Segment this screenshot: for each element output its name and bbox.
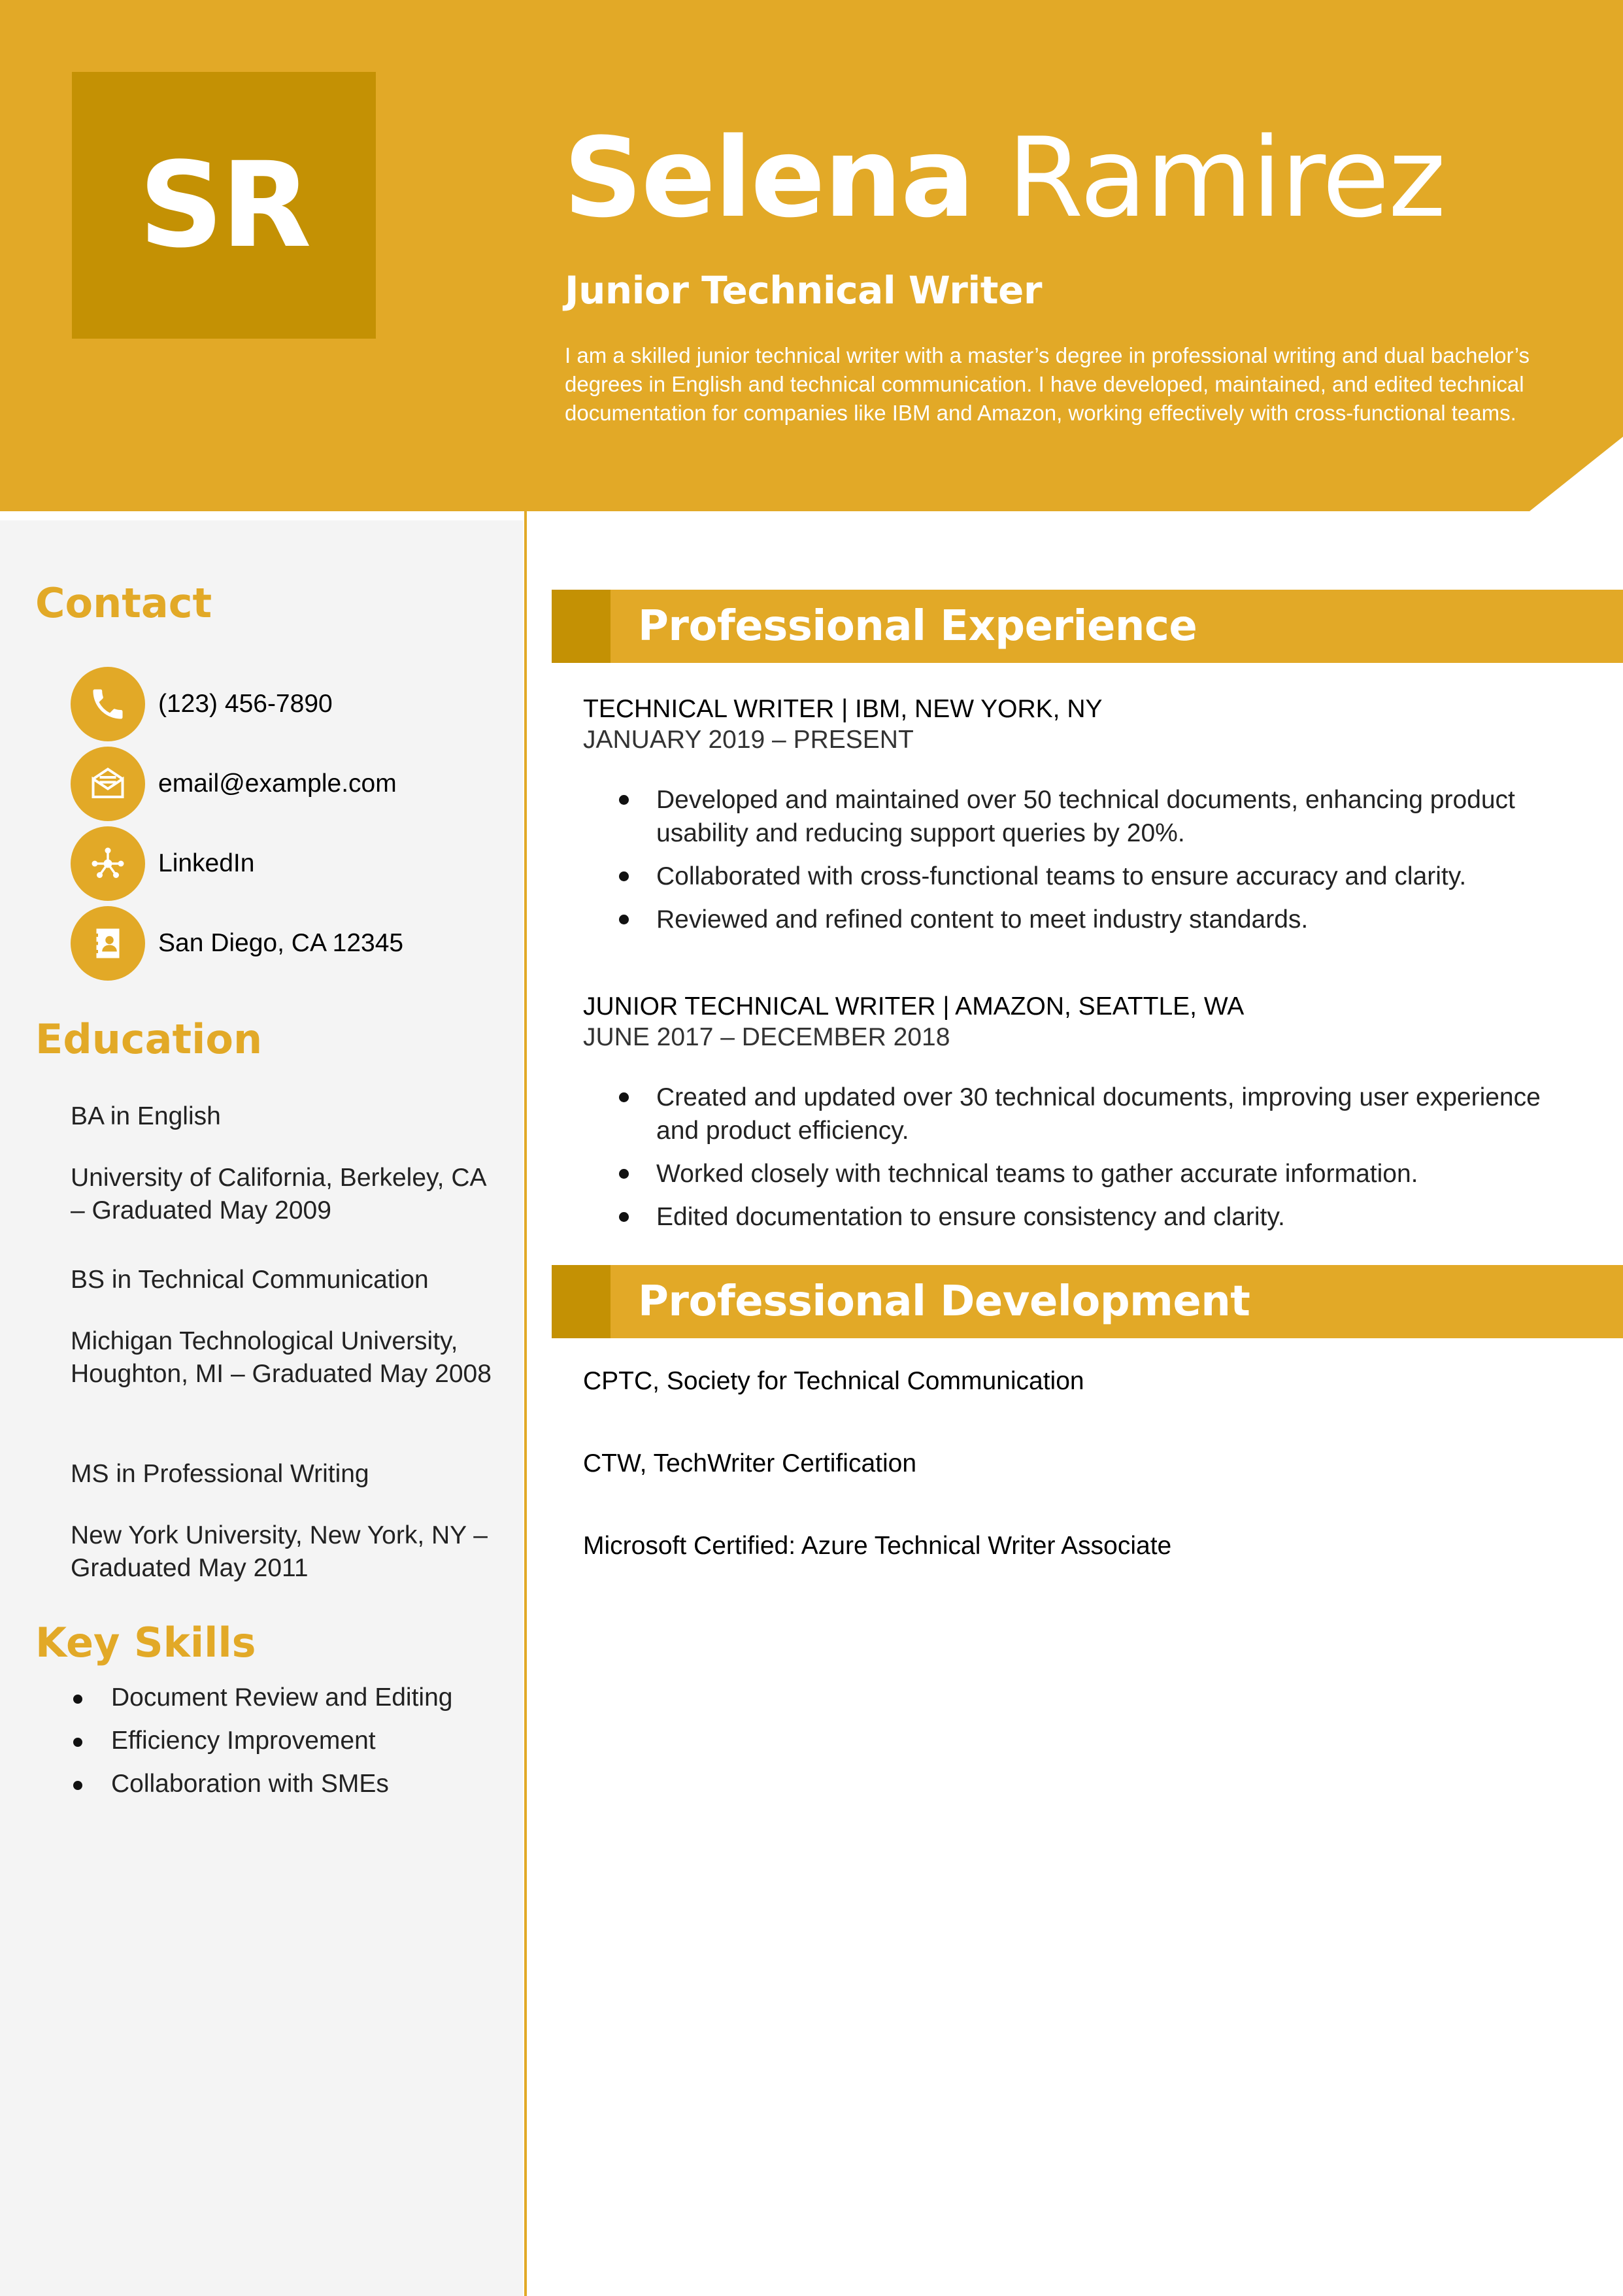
job-bullet: Developed and maintained over 50 technical documents, enhancing product usability and reducing support queries by 20%. bbox=[583, 783, 1577, 850]
skill-item: Efficiency Improvement bbox=[71, 1725, 452, 1768]
job-dates: JUNE 2017 – DECEMBER 2018 bbox=[583, 1023, 950, 1051]
education-school: Michigan Technological University, Houghton, MI – Graduated May 2008 bbox=[71, 1327, 492, 1388]
development-heading: Professional Development bbox=[638, 1277, 1250, 1326]
email-text: email@example.com bbox=[158, 769, 397, 798]
contact-phone[interactable] bbox=[71, 667, 333, 741]
job-bullet: Worked closely with technical teams to gather accurate information. bbox=[583, 1157, 1577, 1190]
education-school: University of California, Berkeley, CA – Graduated May 2009 bbox=[71, 1164, 486, 1224]
skill-item: Document Review and Editing bbox=[71, 1681, 452, 1725]
monogram: SR bbox=[72, 72, 376, 339]
job-dates: JANUARY 2019 – PRESENT bbox=[583, 726, 914, 754]
phone-icon bbox=[71, 667, 145, 741]
education-school: New York University, New York, NY – Graduated May 2011 bbox=[71, 1521, 488, 1582]
job-title: JUNIOR TECHNICAL WRITER | AMAZON, SEATTLE, WA bbox=[583, 992, 1245, 1021]
candidate-name bbox=[563, 114, 1445, 242]
section-accent-block bbox=[552, 590, 611, 663]
last-name: Ramirez bbox=[1007, 114, 1445, 242]
certification-item: Microsoft Certified: Azure Technical Writer Associate bbox=[583, 1532, 1172, 1560]
experience-heading: Professional Experience bbox=[638, 602, 1197, 650]
phone-text: (123) 456-7890 bbox=[158, 690, 333, 718]
skills-list bbox=[71, 1681, 452, 1811]
linkedin-text: LinkedIn bbox=[158, 849, 255, 877]
job-bullet: Reviewed and refined content to meet industry standards. bbox=[583, 903, 1577, 936]
certification-item: CPTC, Society for Technical Communication bbox=[583, 1367, 1084, 1395]
job-bullet: Created and updated over 30 technical documents, improving user experience and product efficiency. bbox=[583, 1081, 1577, 1147]
development-section-bar bbox=[552, 1265, 1623, 1338]
section-accent-block bbox=[552, 1265, 611, 1338]
address-text: San Diego, CA 12345 bbox=[158, 929, 404, 957]
education-degree: BS in Technical Communication bbox=[71, 1266, 429, 1294]
job-title-heading: Junior Technical Writer bbox=[565, 268, 1042, 312]
address-icon bbox=[71, 906, 145, 981]
profile-summary: I am a skilled junior technical writer with a master’s degree in professional writing and dual bachelor’s degrees in English and technical communication. I have developed, maintained, and edited technical documentation for companies like IBM and Amazon, working effectively with cross-functional teams. bbox=[565, 343, 1530, 425]
contact-address[interactable] bbox=[71, 906, 403, 981]
first-name: Selena bbox=[563, 114, 974, 242]
contact-email[interactable] bbox=[71, 747, 397, 821]
linkedin-icon bbox=[71, 826, 145, 901]
education-heading: Education bbox=[35, 1015, 263, 1063]
education-degree: BA in English bbox=[71, 1102, 221, 1130]
job-bullets bbox=[583, 1081, 1577, 1243]
job-bullet: Collaborated with cross-functional teams to ensure accuracy and clarity. bbox=[583, 860, 1577, 893]
contact-linkedin[interactable] bbox=[71, 826, 254, 901]
experience-section-bar bbox=[552, 590, 1623, 663]
job-bullet: Edited documentation to ensure consistency and clarity. bbox=[583, 1200, 1577, 1234]
job-bullets bbox=[583, 783, 1577, 946]
contact-heading: Contact bbox=[35, 579, 212, 627]
education-degree: MS in Professional Writing bbox=[71, 1460, 369, 1488]
job-title: TECHNICAL WRITER | IBM, NEW YORK, NY bbox=[583, 695, 1103, 723]
certification-item: CTW, TechWriter Certification bbox=[583, 1449, 917, 1477]
skill-item: Collaboration with SMEs bbox=[71, 1768, 452, 1811]
email-icon bbox=[71, 747, 145, 821]
skills-heading: Key Skills bbox=[35, 1619, 256, 1666]
column-divider bbox=[524, 511, 527, 2296]
